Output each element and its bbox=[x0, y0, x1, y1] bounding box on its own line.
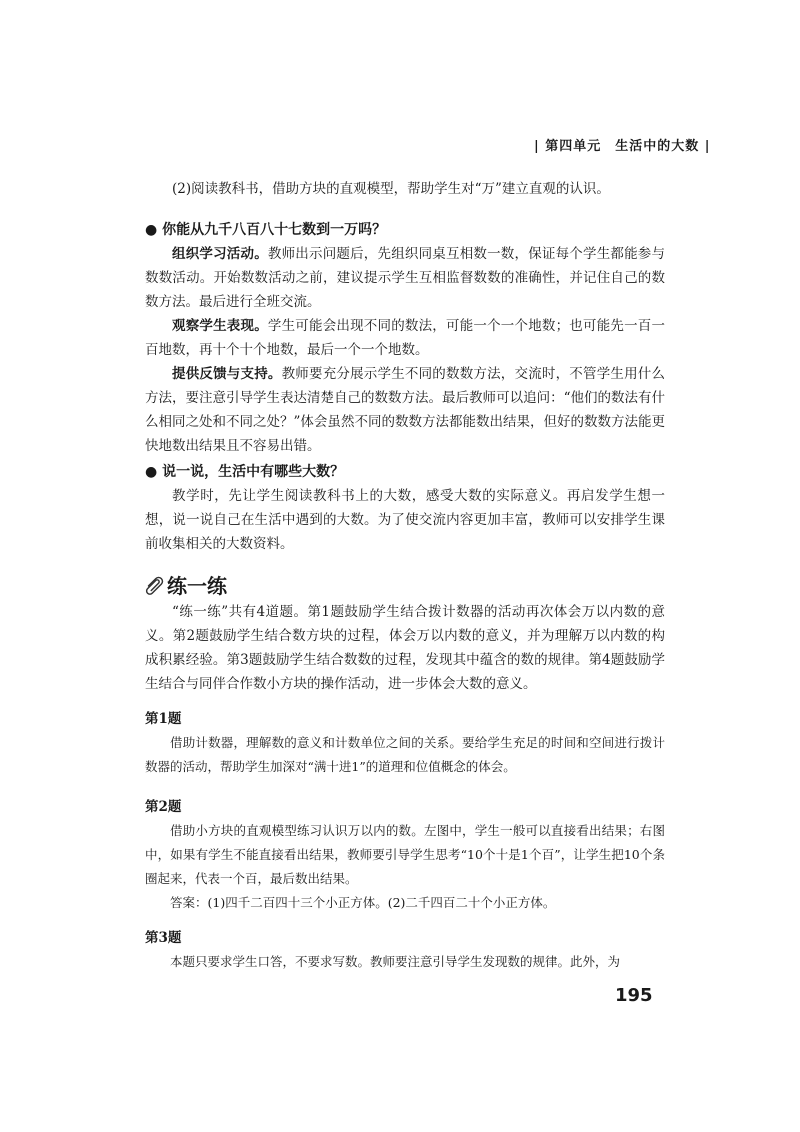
question-2-text: 借助小方块的直观模型练习认识万以内的数。左图中，学生一般可以直接看出结果；右图中，如果有学生不能直接看出结果，教师要引导学生思考“10个十是1个百”，让学生把10个条圈起来，代表一个百，最后数出结果。 bbox=[145, 823, 665, 886]
question-2-block bbox=[145, 795, 665, 915]
feedback-lead: 提供反馈与支持。 bbox=[172, 366, 282, 382]
question-1-title: 第1题 bbox=[145, 711, 182, 727]
observe-lead: 观察学生表现。 bbox=[172, 318, 268, 334]
question-2-title: 第2题 bbox=[145, 799, 182, 815]
question-1-text: 借助计数器，理解数的意义和计数单位之间的关系。要给学生充足的时间和空间进行拨计数器的活动，帮助学生加深对“满十进1”的道理和位值概念的体会。 bbox=[145, 735, 665, 774]
question-3-text: 本题只要求学生口答，不要求写数。教师要注意引导学生发现数的规律。此外，为 bbox=[170, 954, 621, 969]
question-1-block bbox=[145, 707, 665, 779]
section-big-numbers-in-life bbox=[145, 460, 665, 556]
intro-paragraph-block bbox=[145, 177, 665, 201]
activity-lead: 组织学习活动。 bbox=[172, 246, 268, 262]
question-2-answer: 答案：(1)四千二百四十三个小正方体。(2)二千四百二十个小正方体。 bbox=[170, 895, 556, 910]
observe-paragraph bbox=[145, 314, 665, 362]
feedback-text: 教师要充分展示学生不同的数数方法，交流时，不管学生用什么方法，要注意引导学生表达清楚自己的数数方法。最后教师可以追问：“他们的数法有什么相同之处和不同之处？”体会虽然不同的数数方法都能数出结果，但好的数数方法能更快地数出结果且不容易出错。 bbox=[145, 366, 666, 454]
activity-paragraph bbox=[145, 242, 665, 314]
page-number: 195 bbox=[615, 985, 653, 1006]
paperclip-icon bbox=[143, 574, 165, 596]
question-3-block bbox=[145, 926, 665, 974]
chapter-header: | 第四单元 生活中的大数 | bbox=[534, 139, 711, 154]
practice-intro-block bbox=[145, 600, 665, 696]
big-numbers-paragraph: 教学时，先让学生阅读教科书上的大数，感受大数的实际意义。再启发学生想一想，说一说自己在生活中遇到的大数。为了使交流内容更加丰富，教师可以安排学生课前收集相关的大数资料。 bbox=[145, 488, 665, 552]
bullet-heading: ● 你能从九千八百八十七数到一万吗？ bbox=[145, 222, 387, 238]
feedback-paragraph bbox=[145, 362, 665, 458]
practice-intro: “练一练”共有4道题。第1题鼓励学生结合拨计数器的活动再次体会万以内数的意义。第2题鼓励学生结合数方块的过程，体会万以内数的意义，并为理解万以内数的构成积累经验。第3题鼓励学生结合数数的过程，发现其中蕴含的数的规律。第4题鼓励学生结合与同伴合作数小方块的操作活动，进一步体会大数的意义。 bbox=[145, 604, 665, 692]
bullet-heading: ● 说一说，生活中有哪些大数？ bbox=[145, 464, 345, 480]
activity-text: 教师出示问题后，先组织同桌互相数一数，保证每个学生都能参与数数活动。开始数数活动之前，建议提示学生互相监督数数的准确性，并记住自己的数数方法。最后进行全班交流。 bbox=[145, 246, 666, 310]
observe-text: 学生可能会出现不同的数法，可能一个一个地数；也可能先一百一百地数，再十个十个地数，最后一个一个地数。 bbox=[145, 318, 666, 358]
reading-paragraph: (2)阅读教科书，借助方块的直观模型，帮助学生对“万”建立直观的认识。 bbox=[172, 181, 610, 197]
section-count-to-ten-thousand bbox=[145, 218, 665, 458]
practice-title: 练一练 bbox=[167, 574, 227, 598]
question-3-title: 第3题 bbox=[145, 930, 182, 946]
practice-section-title bbox=[143, 570, 227, 599]
